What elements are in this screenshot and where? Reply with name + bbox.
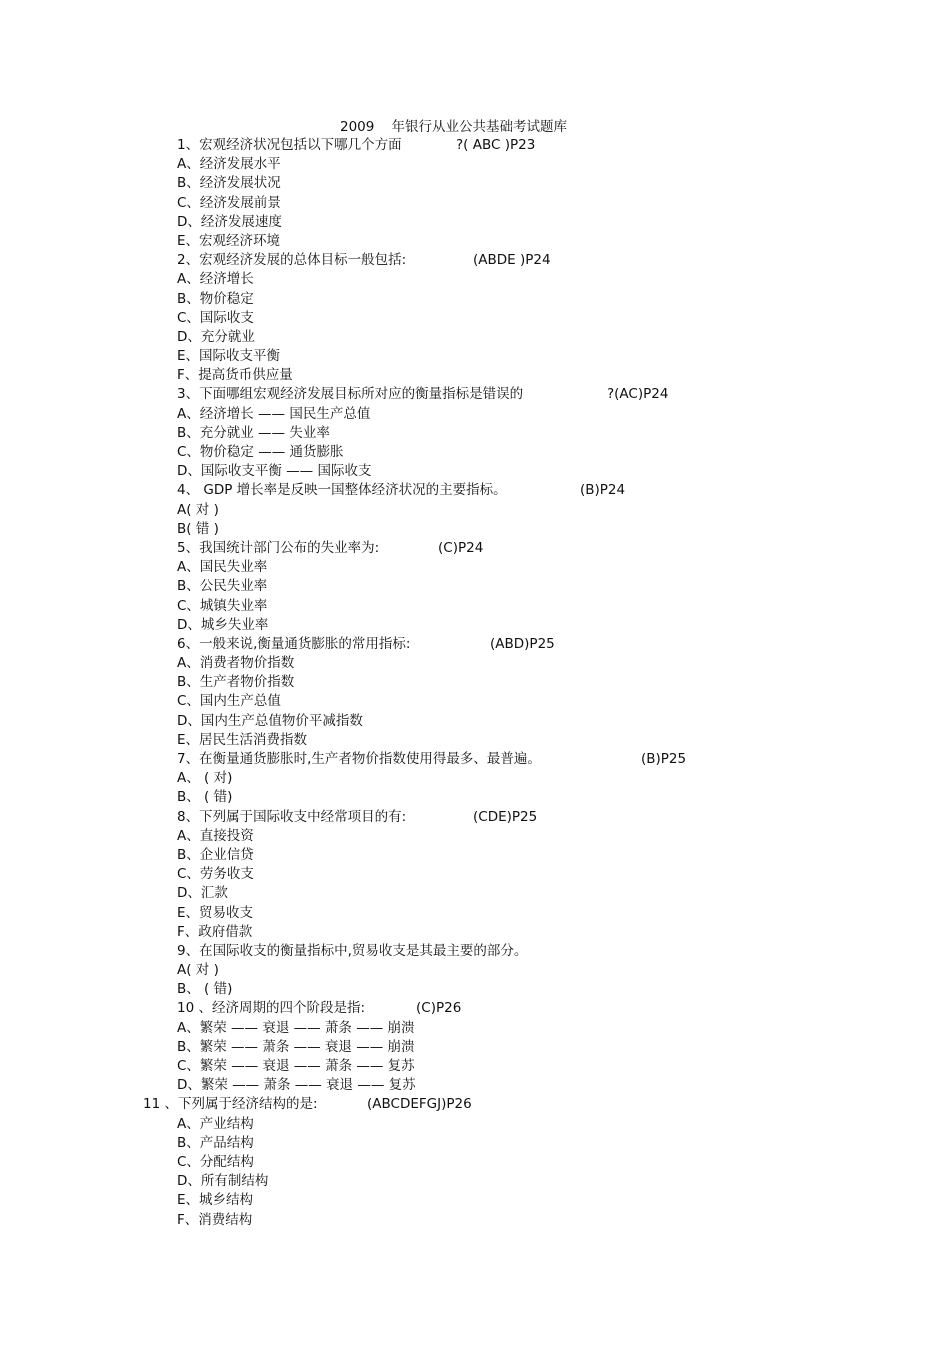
option-line	[0, 366, 950, 385]
option-text: D、国际收支平衡 —— 国际收支	[177, 463, 372, 480]
option-text: B、企业信贷	[177, 846, 254, 863]
option-line	[0, 501, 950, 520]
question-line	[0, 635, 950, 654]
question-line	[0, 999, 950, 1018]
option-line	[0, 654, 950, 673]
question-text: 8、下列属于国际收支中经常项目的有:	[177, 808, 407, 825]
option-text: D、繁荣 —— 萧条 —— 衰退 —— 复苏	[177, 1077, 416, 1094]
option-line	[0, 865, 950, 884]
option-line	[0, 232, 950, 251]
option-text: A、国民失业率	[177, 559, 268, 576]
option-line	[0, 788, 950, 807]
question-line	[0, 750, 950, 769]
option-line	[0, 1076, 950, 1095]
option-text: C、繁荣 —— 衰退 —— 萧条 —— 复苏	[177, 1058, 415, 1074]
question-text: 2、宏观经济发展的总体目标一般包括:	[177, 252, 407, 269]
option-text: A、经济增长	[177, 271, 254, 288]
option-text: C、物价稳定 —— 通货膨胀	[177, 444, 344, 460]
option-line	[0, 309, 950, 328]
option-line	[0, 692, 950, 711]
option-text: B、产品结构	[177, 1134, 254, 1151]
answer-key: (ABD)P25	[490, 635, 555, 652]
option-text: F、提高货币供应量	[177, 367, 293, 384]
option-text: E、城乡结构	[177, 1192, 254, 1209]
option-text: E、贸易收支	[177, 904, 254, 921]
option-text: E、居民生活消费指数	[177, 731, 308, 748]
option-line	[0, 673, 950, 692]
option-text: B、经济发展状况	[177, 175, 281, 192]
option-text: B、充分就业 —— 失业率	[177, 424, 330, 441]
answer-key: (B)P24	[580, 482, 626, 499]
option-text: C、国际收支	[177, 309, 254, 326]
question-line	[0, 251, 950, 270]
option-line	[0, 174, 950, 193]
question-text: 4、 GDP 增长率是反映一国整体经济状况的主要指标。	[177, 482, 507, 499]
question-text: 11 、下列属于经济结构的是:	[143, 1096, 318, 1113]
option-line	[0, 290, 950, 309]
option-line	[0, 904, 950, 923]
option-line	[0, 577, 950, 596]
option-line	[0, 213, 950, 232]
option-line	[0, 769, 950, 788]
option-text: E、宏观经济环境	[177, 232, 281, 249]
option-text: D、国内生产总值物价平减指数	[177, 712, 363, 729]
option-text: A、直接投资	[177, 827, 254, 844]
page-title: 2009 年银行从业公共基础考试题库	[340, 119, 568, 135]
option-line	[0, 616, 950, 635]
option-line	[0, 712, 950, 731]
option-line	[0, 1191, 950, 1210]
option-line	[0, 961, 950, 980]
option-line	[0, 424, 950, 443]
option-text: A( 对 )	[177, 501, 219, 518]
answer-key: ?(AC)P24	[607, 386, 669, 403]
option-text: D、所有制结构	[177, 1173, 269, 1190]
answer-key: (C)P24	[438, 539, 484, 556]
option-line	[0, 558, 950, 577]
option-line	[0, 980, 950, 999]
option-text: D、经济发展速度	[177, 213, 282, 230]
answer-key: (CDE)P25	[473, 808, 538, 825]
option-text: B、生产者物价指数	[177, 674, 295, 691]
option-text: C、国内生产总值	[177, 693, 281, 710]
option-line	[0, 155, 950, 174]
option-line	[0, 443, 950, 462]
question-text: 10 、经济周期的四个阶段是指:	[177, 1000, 366, 1017]
question-line	[0, 539, 950, 558]
option-text: F、政府借款	[177, 923, 253, 940]
option-text: A( 对 )	[177, 962, 219, 979]
option-text: A、繁荣 —— 衰退 —— 萧条 —— 崩溃	[177, 1019, 415, 1036]
option-line	[0, 328, 950, 347]
option-text: A、经济发展水平	[177, 156, 281, 173]
option-text: E、国际收支平衡	[177, 348, 281, 365]
option-line	[0, 1172, 950, 1191]
answer-key: (B)P25	[641, 751, 687, 767]
question-text: 3、下面哪组宏观经济发展目标所对应的衡量指标是错误的	[177, 386, 524, 403]
option-text: B、公民失业率	[177, 578, 268, 595]
option-line	[0, 846, 950, 865]
answer-key: (C)P26	[416, 1000, 462, 1017]
answer-key: (ABCDEFGJ)P26	[367, 1096, 472, 1113]
option-text: C、劳务收支	[177, 866, 254, 883]
option-text: D、城乡失业率	[177, 616, 269, 633]
question-line	[0, 1095, 950, 1114]
option-text: A、 ( 对)	[177, 770, 233, 787]
question-line	[0, 385, 950, 404]
option-line	[0, 827, 950, 846]
option-line	[0, 1211, 950, 1230]
option-line	[0, 731, 950, 750]
option-text: 9、在国际收支的衡量指标中,贸易收支是其最主要的部分。	[177, 942, 528, 959]
option-text: D、充分就业	[177, 328, 255, 345]
option-text: D、汇款	[177, 885, 228, 902]
option-line	[0, 923, 950, 942]
answer-key: (ABDE )P24	[473, 252, 551, 269]
option-line	[0, 1134, 950, 1153]
question-text: 5、我国统计部门公布的失业率为:	[177, 539, 380, 556]
option-line	[0, 405, 950, 424]
question-text: 6、一般来说,衡量通货膨胀的常用指标:	[177, 635, 411, 652]
option-line	[0, 1038, 950, 1057]
option-line	[0, 1153, 950, 1172]
question-text: 7、在衡量通货膨胀时,生产者物价指数使用得最多、最普遍。	[177, 751, 541, 767]
option-line	[0, 1057, 950, 1076]
option-text: B( 错 )	[177, 520, 219, 537]
option-line	[0, 597, 950, 616]
option-line	[0, 270, 950, 289]
option-text: B、繁荣 —— 萧条 —— 衰退 —— 崩溃	[177, 1038, 415, 1055]
option-line	[0, 942, 950, 961]
option-text: C、城镇失业率	[177, 597, 268, 614]
option-text: B、 ( 错)	[177, 789, 233, 806]
question-line	[0, 481, 950, 500]
answer-key: ?( ABC )P23	[456, 137, 536, 153]
option-text: C、经济发展前景	[177, 194, 281, 211]
option-line	[0, 462, 950, 481]
option-line	[0, 520, 950, 539]
option-text: A、消费者物价指数	[177, 655, 295, 672]
option-line	[0, 1115, 950, 1134]
question-line	[0, 136, 950, 155]
option-line	[0, 347, 950, 366]
option-line	[0, 194, 950, 213]
option-text: F、消费结构	[177, 1211, 253, 1228]
option-text: A、经济增长 —— 国民生产总值	[177, 405, 371, 422]
option-text: B、 ( 错)	[177, 981, 233, 998]
option-text: C、分配结构	[177, 1153, 254, 1170]
option-text: A、产业结构	[177, 1115, 254, 1132]
question-text: 1、宏观经济状况包括以下哪几个方面	[177, 137, 402, 153]
question-line	[0, 808, 950, 827]
option-text: B、物价稳定	[177, 290, 254, 307]
question-list	[0, 136, 950, 1230]
option-line	[0, 884, 950, 903]
option-line	[0, 1019, 950, 1038]
